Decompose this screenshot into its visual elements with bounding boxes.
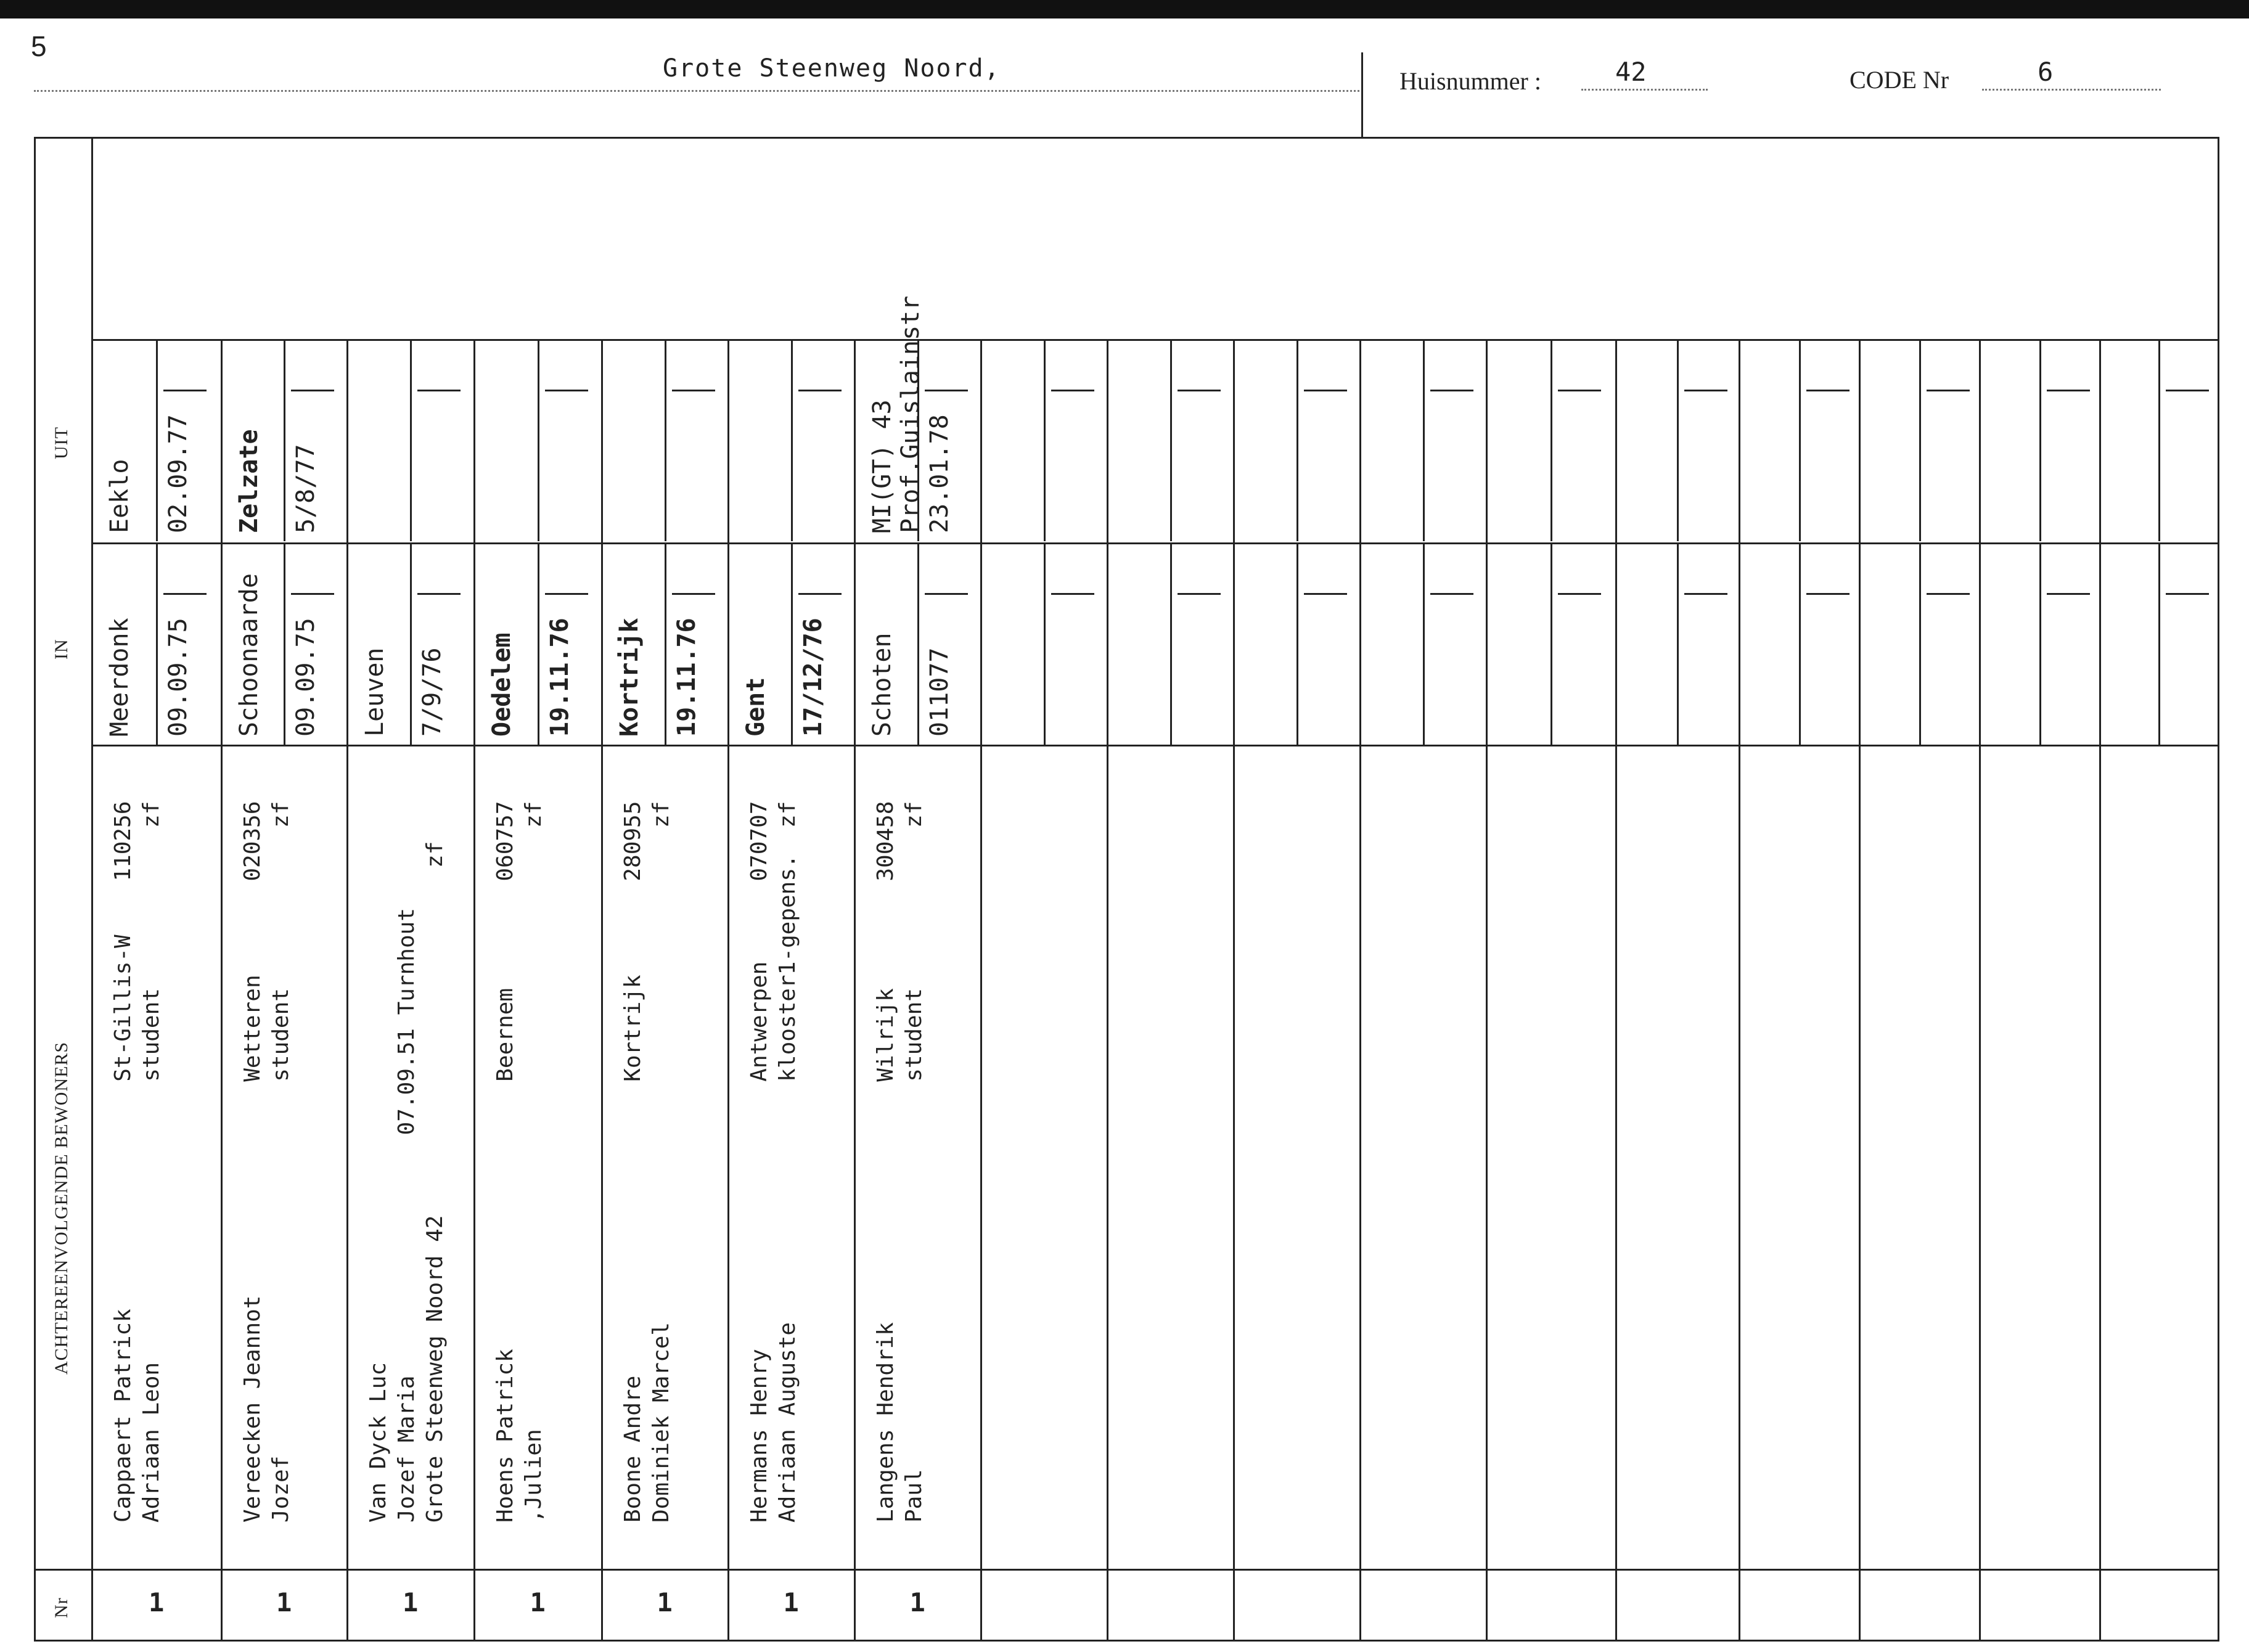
code-number-value: 6	[2038, 57, 2054, 87]
in-empty-dash	[1304, 593, 1347, 595]
page-number: 5	[31, 30, 47, 62]
column-divider	[1486, 339, 1488, 1641]
in-place: Oedelem	[488, 632, 516, 737]
in-empty-dash	[925, 593, 968, 595]
uit-date: 23.01.78	[925, 414, 954, 533]
in-subcolumn-divider	[917, 544, 919, 745]
header-divider	[1361, 52, 1363, 137]
resident-line: Boone Andre Kortrijk 280955	[620, 801, 645, 1523]
table-left-border	[34, 137, 36, 1641]
in-place: Schoten	[868, 632, 896, 737]
record-number: 1	[276, 1587, 292, 1617]
resident-line: Cappaert Patrick St-Gillis-W 110256	[110, 801, 136, 1523]
in-date: 09.09.75	[292, 618, 320, 737]
uit-place: Eeklo	[105, 459, 134, 533]
uit-subcolumn-divider	[1423, 340, 1425, 541]
table-top-border	[34, 137, 2219, 139]
uit-subcolumn-divider	[1551, 340, 1552, 541]
column-divider	[727, 339, 729, 1641]
resident-line: Grote Steenweg Noord 42 zf	[422, 841, 448, 1523]
column-divider	[1859, 339, 1861, 1641]
uit-section-label: UIT	[51, 427, 72, 459]
uit-subcolumn-divider	[2039, 340, 2041, 541]
uit-empty-dash	[1430, 390, 1473, 391]
resident-line: Dominiek Marcel zf	[649, 801, 674, 1523]
street-name: Grote Steenweg Noord,	[663, 54, 1001, 83]
uit-empty-dash	[291, 390, 334, 391]
record-number: 1	[657, 1587, 673, 1617]
in-subcolumn-divider	[1677, 544, 1679, 745]
uit-empty-dash	[2047, 390, 2090, 391]
resident-line: Jozef student zf	[268, 801, 293, 1523]
in-date: 17/12/76	[798, 618, 827, 737]
uit-empty-dash	[163, 390, 207, 391]
in-subcolumn-divider	[284, 544, 285, 745]
uit-empty-dash	[1684, 390, 1727, 391]
resident-line: Van Dyck Luc	[366, 1362, 391, 1523]
in-empty-dash	[291, 593, 334, 595]
uit-place-line2: Prof.Guislainstr	[896, 295, 925, 533]
in-subcolumn-divider	[1297, 544, 1298, 745]
in-subcolumn-divider	[1919, 544, 1921, 745]
code-number-dotted-line	[1982, 89, 2161, 91]
column-divider	[1359, 339, 1361, 1641]
column-divider	[854, 339, 856, 1641]
uit-place: Zelzate	[235, 429, 263, 533]
in-date: 19.11.76	[545, 618, 574, 737]
uit-subcolumn-divider	[410, 340, 412, 541]
column-divider	[1233, 339, 1235, 1641]
in-subcolumn-divider	[1551, 544, 1552, 745]
uit-empty-dash	[1178, 390, 1221, 391]
in-subcolumn-divider	[156, 544, 158, 745]
table-right-border	[2218, 137, 2219, 1641]
in-empty-dash	[672, 593, 715, 595]
resident-line: ,Julien zf	[521, 801, 546, 1523]
resident-line: Paul student zf	[901, 801, 927, 1523]
in-place: Schoonaarde	[235, 573, 263, 737]
uit-subcolumn-divider	[665, 340, 666, 541]
in-empty-dash	[1684, 593, 1727, 595]
in-subcolumn-divider	[665, 544, 666, 745]
column-divider	[221, 339, 223, 1641]
column-divider	[346, 339, 348, 1641]
scan-top-border	[0, 0, 2249, 18]
in-empty-dash	[1558, 593, 1601, 595]
in-subcolumn-divider	[538, 544, 539, 745]
resident-line: Adriaan Leon student zf	[139, 801, 164, 1523]
in-subcolumn-divider	[1799, 544, 1801, 745]
residents-row-top-border	[91, 745, 2219, 746]
uit-date: 5/8/77	[292, 444, 320, 533]
resident-line: Hoens Patrick Beernem 060757	[493, 801, 518, 1523]
in-empty-dash	[163, 593, 207, 595]
record-number: 1	[530, 1587, 546, 1617]
record-number: 1	[783, 1587, 799, 1617]
street-dotted-line	[34, 90, 1359, 92]
uit-empty-dash	[672, 390, 715, 391]
nr-row-top-border	[34, 1569, 2219, 1571]
in-subcolumn-divider	[1044, 544, 1046, 745]
in-empty-dash	[798, 593, 842, 595]
in-place: Gent	[742, 677, 770, 737]
resident-line: Vereecken Jeannot Wetteren 020356	[240, 801, 265, 1523]
uit-empty-dash	[798, 390, 842, 391]
in-place: Leuven	[361, 647, 389, 737]
uit-place: MI(GT) 43	[868, 399, 896, 533]
in-subcolumn-divider	[410, 544, 412, 745]
uit-empty-dash	[1304, 390, 1347, 391]
in-subcolumn-divider	[2039, 544, 2041, 745]
table-bottom-border	[34, 1640, 2219, 1642]
code-number-label: CODE Nr	[1850, 66, 1949, 94]
resident-line: Langens Hendrik Wilrijk 300458	[873, 801, 898, 1523]
uit-subcolumn-divider	[538, 340, 539, 541]
uit-subcolumn-divider	[1297, 340, 1298, 541]
record-number: 1	[403, 1587, 419, 1617]
in-empty-dash	[545, 593, 588, 595]
in-empty-dash	[2166, 593, 2209, 595]
in-empty-dash	[1178, 593, 1221, 595]
record-number: 1	[149, 1587, 165, 1617]
in-subcolumn-divider	[2158, 544, 2160, 745]
uit-subcolumn-divider	[1799, 340, 1801, 541]
uit-empty-dash	[1927, 390, 1970, 391]
column-divider	[1739, 339, 1740, 1641]
resident-line: Adriaan Auguste klooster1-gepens. zf	[775, 801, 800, 1523]
house-number-value: 42	[1615, 57, 1647, 87]
column-divider	[1979, 339, 1981, 1641]
column-divider	[1107, 339, 1108, 1641]
column-divider	[980, 339, 982, 1641]
in-subcolumn-divider	[791, 544, 793, 745]
nr-section-label: Nr	[51, 1597, 72, 1618]
uit-date: 02.09.77	[164, 414, 192, 533]
in-place: Kortrijk	[615, 618, 644, 737]
house-number-dotted-line	[1581, 89, 1708, 91]
uit-empty-dash	[925, 390, 968, 391]
in-empty-dash	[1051, 593, 1094, 595]
residents-section-label: ACHTEREENVOLGENDE BEWONERS	[51, 1041, 72, 1375]
in-section-label: IN	[51, 639, 72, 660]
uit-subcolumn-divider	[2158, 340, 2160, 541]
in-empty-dash	[1430, 593, 1473, 595]
uit-empty-dash	[1806, 390, 1850, 391]
uit-subcolumn-divider	[1044, 340, 1046, 541]
in-date: 011077	[925, 647, 954, 737]
uit-subcolumn-divider	[284, 340, 285, 541]
uit-empty-dash	[2166, 390, 2209, 391]
resident-line: Jozef Maria 07.09.51 Turnhout	[394, 908, 419, 1523]
in-subcolumn-divider	[1423, 544, 1425, 745]
in-empty-dash	[1806, 593, 1850, 595]
label-column-divider	[91, 137, 93, 1641]
in-place: Meerdonk	[105, 618, 134, 737]
uit-subcolumn-divider	[791, 340, 793, 541]
uit-empty-dash	[417, 390, 461, 391]
uit-subcolumn-divider	[1170, 340, 1172, 541]
record-number: 1	[909, 1587, 925, 1617]
house-number-label: Huisnummer :	[1399, 67, 1541, 95]
uit-empty-dash	[545, 390, 588, 391]
uit-subcolumn-divider	[156, 340, 158, 541]
in-date: 19.11.76	[672, 618, 701, 737]
uit-empty-dash	[1051, 390, 1094, 391]
column-divider	[601, 339, 603, 1641]
uit-subcolumn-divider	[1677, 340, 1679, 541]
column-divider	[2099, 339, 2101, 1641]
resident-line: Hermans Henry Antwerpen 070707	[747, 801, 772, 1523]
in-empty-dash	[417, 593, 461, 595]
in-date: 09.09.75	[164, 618, 192, 737]
uit-empty-dash	[1558, 390, 1601, 391]
in-empty-dash	[2047, 593, 2090, 595]
uit-subcolumn-divider	[1919, 340, 1921, 541]
in-empty-dash	[1927, 593, 1970, 595]
column-divider	[1615, 339, 1617, 1641]
in-subcolumn-divider	[1170, 544, 1172, 745]
column-divider	[473, 339, 475, 1641]
in-date: 7/9/76	[418, 647, 446, 737]
